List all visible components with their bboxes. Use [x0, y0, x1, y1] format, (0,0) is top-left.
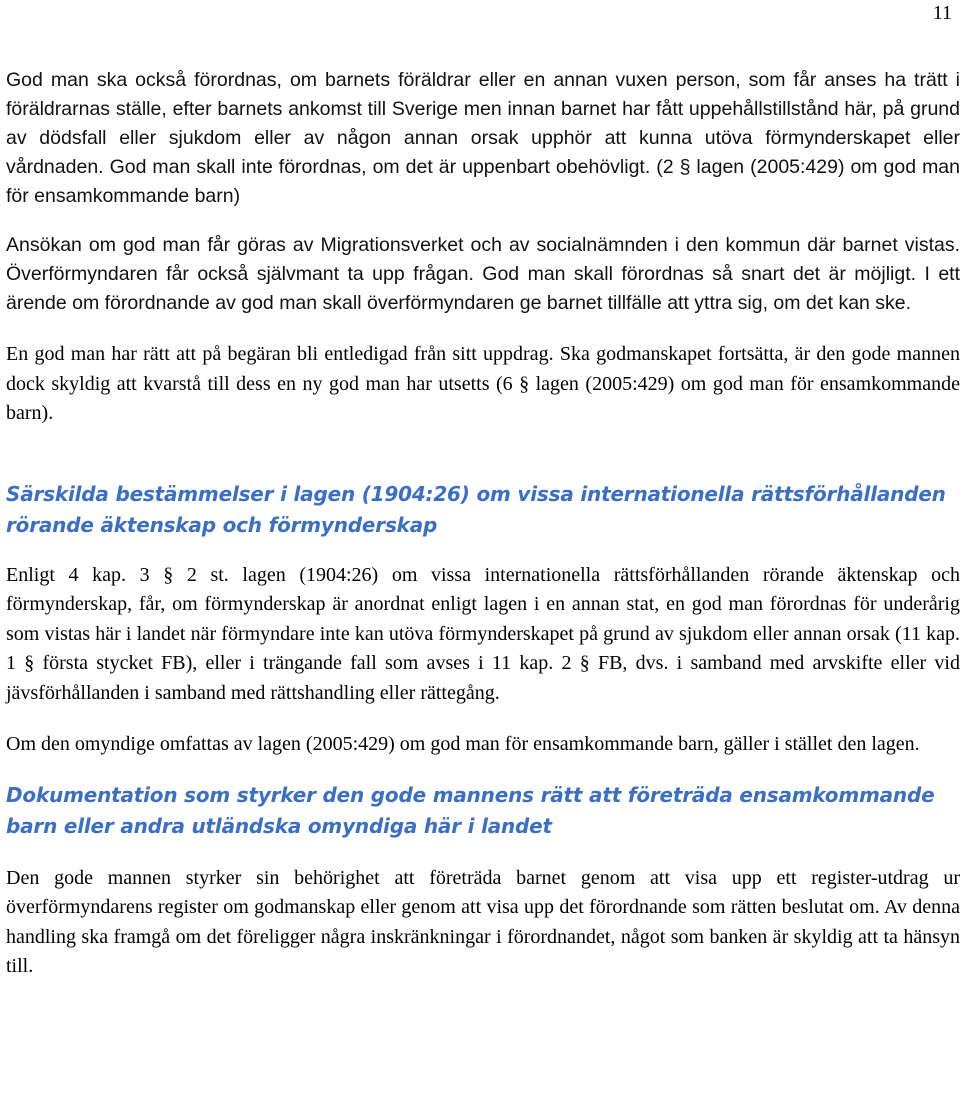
section-heading-dokumentation: Dokumentation som styrker den gode mannens rätt att företräda ensamkommande barn eller andra utländska omyndiga här i landet	[6, 782, 935, 838]
paragraph-enligt-4-kap: Enligt 4 kap. 3 § 2 st. lagen (1904:26) om vissa internationella rättsförhållanden rörande äktenskap och förmynderskap, får, om förmynderskap är anordnat enligt lagen i en annan stat, en god man förordnas för underårig som vistas här i landet när förmyndare inte kan utöva förmynderskapet på grund av sjukdom eller annan orsak (11 kap. 1 § första stycket FB), eller i trängande fall som avses i 11 kap. 2 § FB, dvs. i samband med arvskifte eller vid jävsförhållanden i samband med rättshandling eller rättegång.	[6, 563, 960, 704]
paragraph-ansokan: Ansökan om god man får göras av Migrationsverket och av socialnämnden i den kommun där barnet vistas. Överförmyndaren får också självmant ta upp frågan. God man skall förordnas så snart det är möjligt. I ett ärende om förordnande av god man skall överförmyndaren ge barnet tillfälle att yttra sig, om det kan ske.	[6, 234, 960, 314]
paragraph-behorighet: Den gode mannen styrker sin behörighet att företräda barnet genom att visa upp ett register-utdrag ur överförmyndarens register om godmanskap eller genom att visa upp det förordnande som rätten beslutat om. Av denna handling ska framgå om det föreligger några inskränkningar i förordnandet, något som banken är skyldig att ta hänsyn till.	[6, 866, 960, 977]
section-heading-internationella: Särskilda bestämmelser i lagen (1904:26) om vissa internationella rättsförhållanden rörande äktenskap och förmynderskap	[6, 481, 946, 537]
spacer	[6, 318, 960, 340]
spacer	[6, 842, 960, 864]
spacer	[6, 541, 960, 561]
document-body	[6, 66, 960, 982]
page-number: 11	[932, 2, 952, 24]
paragraph-omyndige: Om den omyndige omfattas av lagen (2005:429) om god man för ensamkommande barn, gäller i stället den lagen.	[6, 733, 920, 755]
paragraph-entledigande: En god man har rätt att på begäran bli entledigad från sitt uppdrag. Ska godmanskapet fortsätta, är den gode mannen dock skyldig att kvarstå till dess en ny god man har utsetts (6 § lagen (2005:429) om god man för ensamkommande barn).	[6, 343, 960, 424]
paragraph-god-man-forordnas: God man ska också förordnas, om barnets föräldrar eller en annan vuxen person, som får anses ha trätt i föräldrarnas ställe, efter barnets ankomst till Sverige men innan barnet har fått uppehållstillstånd här, på grund av dödsfall eller sjukdom eller av någon annan orsak upphör att kunna utöva förmynderskapet eller vårdnaden. God man skall inte förordnas, om det är uppenbart obehövligt. (2 § lagen (2005:429) om god man för ensamkommande barn)	[6, 69, 960, 207]
spacer	[6, 760, 960, 780]
spacer	[6, 211, 960, 231]
spacer	[6, 708, 960, 730]
spacer	[6, 429, 960, 479]
